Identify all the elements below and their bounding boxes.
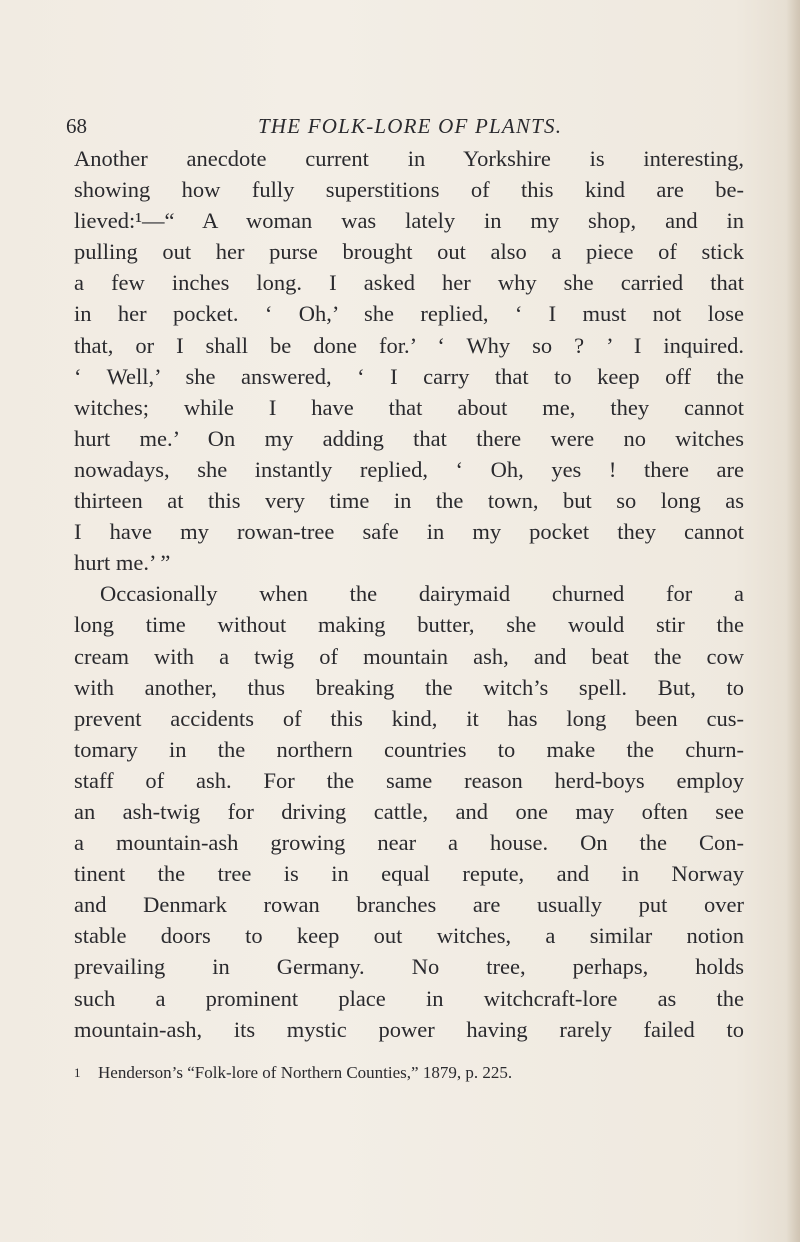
text-line: with another, thus breaking the witch’s spell. But, to [74,674,744,700]
text-line: stable doors to keep out witches, a similar notion [74,923,744,949]
text-line: long time without making butter, she would stir the [74,612,744,638]
page-number: 68 [66,114,87,138]
text-line: tinent the tree is in equal repute, and in Norway [74,861,744,887]
body-text [74,143,744,1045]
text-line: cream with a twig of mountain ash, and beat the cow [74,643,744,669]
footnote-text: Henderson’s “Folk-lore of Northern Counties,” 1879, p. 225. [98,1063,513,1082]
text-line: thirteen at this very time in the town, but so long as [74,488,744,514]
text-line: pulling out her purse brought out also a piece of stick [74,239,744,265]
paragraph-end-line: hurt me.’ ” [74,550,171,576]
text-line: nowadays, she instantly replied, ‘ Oh, yes ! there are [74,456,744,482]
running-title: THE FOLK-LORE OF PLANTS. [258,114,563,138]
text-line: such a prominent place in witchcraft-lore as the [74,985,744,1011]
text-line: staff of ash. For the same reason herd-boys employ [74,767,744,793]
text-line: an ash-twig for driving cattle, and one may often see [74,798,744,824]
text-line: prevent accidents of this kind, it has long been cus- [74,705,744,731]
text-line: in her pocket. ‘ Oh,’ she replied, ‘ I must not lose [74,301,744,327]
text-line: a few inches long. I asked her why she carried that [74,270,744,296]
page-edge-shadow [786,0,800,1242]
text-line: showing how fully superstitions of this kind are be- [74,177,744,203]
footnote [74,1061,694,1085]
text-line: hurt me.’ On my adding that there were no witches [74,425,744,451]
text-line: mountain-ash, its mystic power having rarely failed to [74,1016,744,1042]
footnote-marker: 1 [74,1065,81,1080]
text-line: and Denmark rowan branches are usually put over [74,892,744,918]
text-line: witches; while I have that about me, they cannot [74,394,744,420]
text-line: a mountain-ash growing near a house. On the Con- [74,830,744,856]
text-line: I have my rowan-tree safe in my pocket they cannot [74,519,744,545]
text-line: ‘ Well,’ she answered, ‘ I carry that to keep off the [74,363,744,389]
text-line: that, or I shall be done for.’ ‘ Why so ? ’ I inquired. [74,332,744,358]
text-line: Another anecdote current in Yorkshire is interesting, [74,146,744,171]
text-line: lieved:¹—“ A woman was lately in my shop, and in [74,208,744,234]
page-header [66,111,766,141]
text-line: tomary in the northern countries to make the churn- [74,736,744,762]
text-line: prevailing in Germany. No tree, perhaps, holds [74,954,744,980]
paragraph-start-line: Occasionally when the dairymaid churned for a [100,581,744,607]
